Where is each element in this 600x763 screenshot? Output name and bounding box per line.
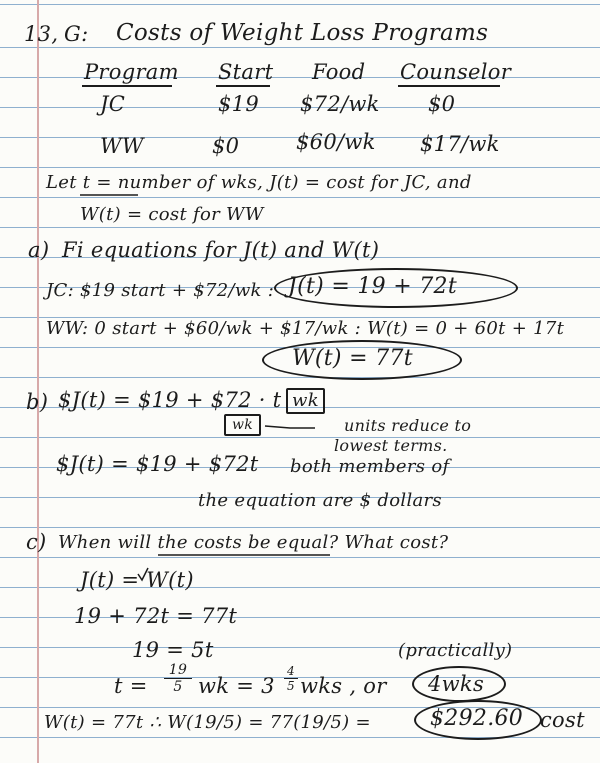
part-a-jc-result: J(t) = 19 + 72t [288, 274, 457, 299]
header-food: Food [312, 60, 366, 84]
part-b-label: b) [26, 390, 49, 414]
part-c-step-4-mid: wk = 3 [198, 674, 275, 698]
definition-line-1: Let t = number of wks, J(t) = cost for JC, and [46, 172, 472, 193]
units-note-1: units reduce to [344, 416, 472, 435]
row-jc-food: $72/wk [300, 92, 380, 116]
header-counselor: Counselor [400, 60, 512, 84]
part-c-question: When will the costs be equal? What cost? [58, 532, 449, 553]
fraction-19-5 [164, 662, 192, 695]
row-jc-program: JC [100, 92, 126, 116]
part-c-step-3: 19 = 5t [132, 638, 214, 662]
row-ww-program: WW [100, 134, 144, 158]
part-a-ww-line: WW: 0 start + $60/wk + $17/wk : W(t) = 0 + 60t + 17t [46, 318, 565, 339]
final-value: $292.60 [430, 706, 524, 731]
mixed-numerator: 4 [284, 664, 298, 679]
row-jc-start: $19 [218, 92, 259, 116]
row-jc-counselor: $0 [428, 92, 456, 116]
part-a-heading: Fi equations for J(t) and W(t) [62, 238, 380, 262]
problem-label: G: [64, 22, 89, 46]
part-c-step-2: 19 + 72t = 77t [74, 604, 238, 628]
part-c-step-4-lhs: t = [114, 674, 148, 698]
practically-note: (practically) [398, 640, 513, 661]
wk-box-bottom: wk [224, 414, 261, 436]
part-b-note-3: both members of [290, 456, 450, 477]
row-ww-food: $60/wk [296, 130, 376, 154]
part-b-note-4: the equation are $ dollars [198, 490, 442, 511]
header-program: Program [84, 60, 179, 84]
part-a-jc-left: JC: $19 start + $72/wk : [46, 280, 275, 301]
fraction-numerator: 19 [164, 662, 192, 679]
problem-number: 13, [24, 22, 59, 46]
problem-title: Costs of Weight Loss Programs [116, 20, 489, 46]
fraction-denominator: 5 [173, 679, 183, 695]
units-note-2: lowest terms. [334, 436, 448, 455]
part-c-label: c) [26, 530, 47, 554]
part-c-step-1: J(t) = W(t) [80, 568, 194, 592]
final-cost-label: cost [540, 708, 585, 732]
part-b-equation: $J(t) = $19 + $72 · t [58, 388, 282, 412]
row-ww-start: $0 [212, 134, 240, 158]
mixed-fraction-4-5 [284, 664, 298, 693]
definition-line-2: W(t) = cost for WW [80, 204, 264, 225]
units-pointer [265, 426, 315, 428]
four-weeks: 4wks [428, 672, 485, 696]
part-a-label: a) [28, 238, 50, 262]
part-c-step-4-rest: wks , or [300, 674, 387, 698]
header-start: Start [218, 60, 274, 84]
row-ww-counselor: $17/wk [420, 132, 500, 156]
mixed-denominator: 5 [287, 679, 295, 693]
final-lhs: W(t) = 77t ∴ W(19/5) = 77(19/5) = [44, 712, 371, 733]
part-a-ww-result: W(t) = 77t [292, 346, 413, 371]
part-b-equation-2: $J(t) = $19 + $72t [56, 452, 259, 476]
wk-box-top: wk [286, 388, 325, 414]
